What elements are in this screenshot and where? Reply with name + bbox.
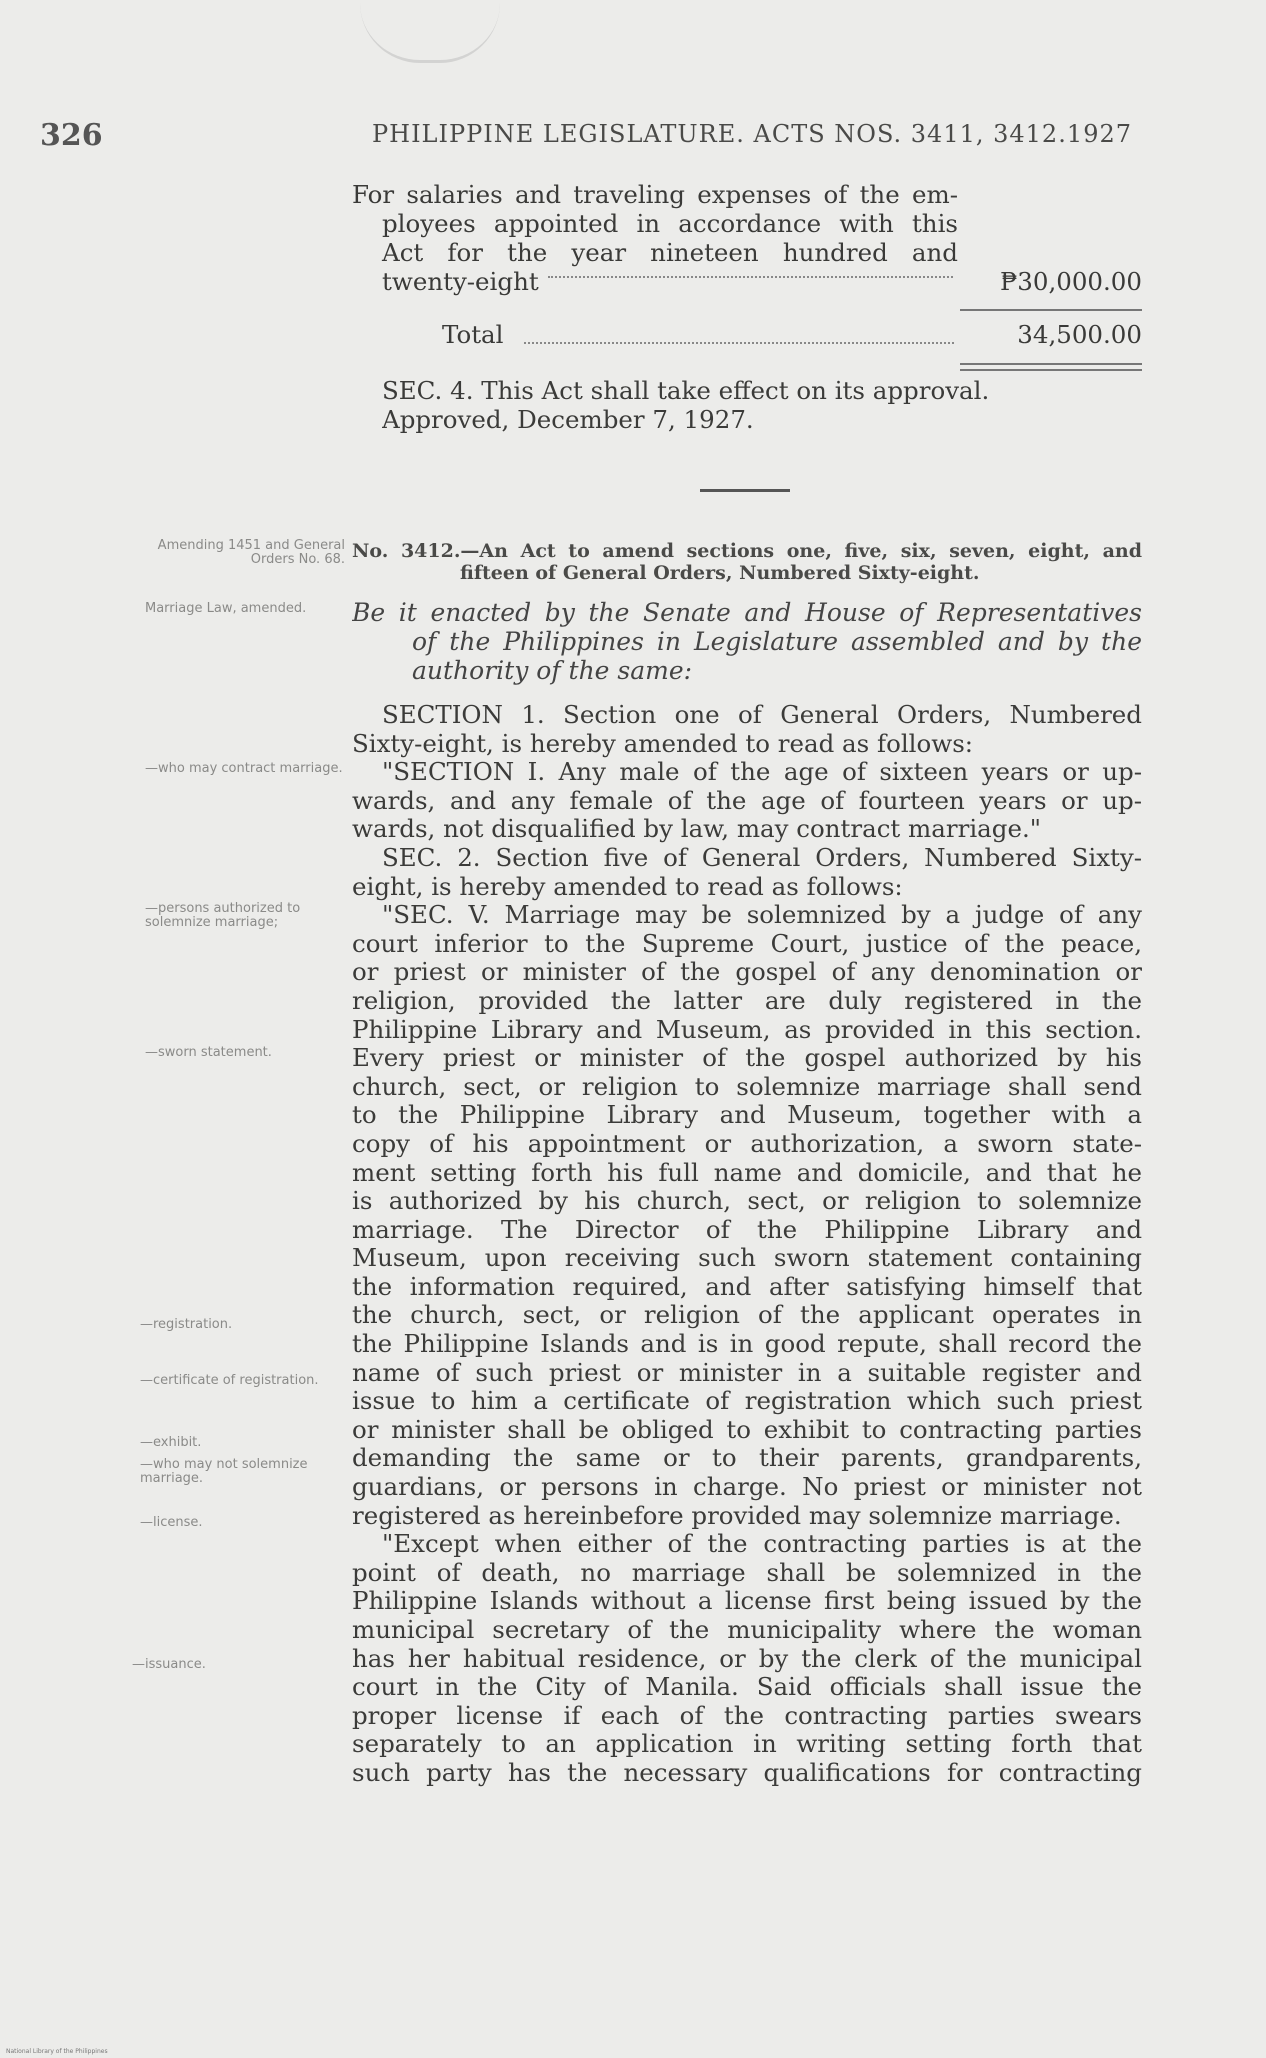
body-line: "Except when either of the contracting parties is at the	[382, 1530, 1142, 1559]
body-line: proper license if each of the contracting parties swears	[352, 1701, 1142, 1730]
total-double-rule	[960, 369, 1142, 371]
body-line: registered as hereinbefore provided may solemnize marriage.	[352, 1501, 1122, 1530]
total-label: Total	[442, 320, 504, 349]
appropriation-block	[352, 180, 1142, 349]
body-line: has her habitual residence, or by the clerk of the municipal	[352, 1644, 1142, 1673]
sec4-text: SEC. 4. This Act shall take effect on its approval.	[382, 377, 990, 405]
margin-note: —sworn statement.	[145, 1045, 272, 1060]
scan-smudge	[360, 0, 500, 63]
body-line: Every priest or minister of the gospel authorized by his	[352, 1044, 1142, 1073]
body-line: "SECTION I. Any male of the age of sixteen years or up-	[382, 758, 1142, 787]
running-header	[372, 120, 1132, 148]
body-line: Philippine Library and Museum, as provided in this section.	[352, 1015, 1142, 1044]
approp-line: For salaries and traveling expenses of the em-	[352, 180, 958, 209]
margin-note: —issuance.	[132, 1657, 206, 1672]
bill-title-line: No. 3412.—An Act to amend sections one, five, six, seven, eight, and	[352, 540, 1142, 562]
body-line: wards, not disqualified by law, may contract marriage."	[352, 815, 1042, 844]
bill-title	[352, 540, 1142, 584]
margin-note: —who may contract marriage.	[145, 761, 343, 776]
enact-line: Be it enacted by the Senate and House of Representatives	[352, 598, 1142, 627]
page-number: 326	[40, 118, 103, 153]
section-4	[382, 377, 1142, 434]
body-line: name of such priest or minister in a suitable register and	[352, 1358, 1142, 1387]
body-line: the information required, and after satisfying himself that	[352, 1272, 1142, 1301]
enact-line: of the Philippines in Legislature assembled and by the	[412, 627, 1142, 656]
body-line: ment setting forth his full name and domicile, and that he	[352, 1158, 1142, 1187]
body-line: Museum, upon receiving such sworn statement containing	[352, 1244, 1142, 1273]
separator-rule	[700, 489, 790, 492]
margin-note: —registration.	[140, 1317, 233, 1332]
margin-note: —persons authorized to solemnize marriage;	[145, 901, 301, 930]
leader-dots	[524, 342, 954, 344]
approp-amount: ₱30,000.00	[1000, 267, 1142, 296]
approved-text: Approved, December 7, 1927.	[382, 405, 754, 434]
header-year: 1927	[1066, 120, 1132, 148]
margin-note: —exhibit.	[140, 1435, 202, 1450]
body-line: SEC. 2. Section five of General Orders, Numbered Sixty-	[382, 843, 1142, 872]
approp-line: ployees appointed in accordance with this	[382, 209, 958, 238]
body-line: eight, is hereby amended to read as follows:	[352, 872, 903, 901]
enact-line: authority of the same:	[412, 656, 693, 685]
body-line: wards, and any female of the age of fourteen years or up-	[352, 786, 1142, 815]
body-line: marriage. The Director of the Philippine Library and	[352, 1215, 1142, 1244]
body-line: point of death, no marriage shall be solemnized in the	[352, 1558, 1142, 1587]
body-line: court inferior to the Supreme Court, justice of the peace,	[352, 929, 1142, 958]
margin-note: —license.	[140, 1515, 203, 1530]
body-line: demanding the same or to their parents, grandparents,	[352, 1444, 1142, 1473]
margin-note: Marriage Law, amended.	[145, 601, 307, 616]
body-line: "SEC. V. Marriage may be solemnized by a judge of any	[382, 901, 1142, 930]
running-title: PHILIPPINE LEGISLATURE. ACTS NOS. 3411, 3412.	[372, 120, 1067, 148]
approp-line: Act for the year nineteen hundred and	[382, 238, 958, 267]
enacting-clause	[352, 598, 1142, 685]
body-line: Philippine Islands without a license first being issued by the	[352, 1587, 1142, 1616]
body-line: to the Philippine Library and Museum, together with a	[352, 1101, 1142, 1130]
body-line: the Philippine Islands and is in good repute, shall record the	[352, 1330, 1142, 1359]
approp-line: twenty-eight	[382, 267, 539, 296]
body-line: the church, sect, or religion of the applicant operates in	[352, 1301, 1142, 1330]
body-line: guardians, or persons in charge. No priest or minister not	[352, 1473, 1142, 1502]
total-amount: 34,500.00	[1017, 320, 1142, 349]
total-double-rule	[960, 363, 1142, 365]
body-line: such party has the necessary qualifications for contracting	[352, 1758, 1142, 1787]
body-line: or minister shall be obliged to exhibit to contracting parties	[352, 1415, 1142, 1444]
bill-title-line: fifteen of General Orders, Numbered Sixty-eight.	[460, 562, 980, 584]
sum-rule	[960, 309, 1142, 311]
body-line: separately to an application in writing setting forth that	[352, 1730, 1142, 1759]
body-line: copy of his appointment or authorization, a sworn state-	[352, 1129, 1142, 1158]
scan-footer: National Library of the Philippines	[6, 2048, 108, 2055]
body-line: Sixty-eight, is hereby amended to read as follows:	[352, 729, 974, 758]
margin-note: —certificate of registration.	[140, 1373, 319, 1388]
body-line: religion, provided the latter are duly registered in the	[352, 986, 1142, 1015]
leader-dots	[548, 276, 953, 278]
body-line: or priest or minister of the gospel of any denomination or	[352, 958, 1142, 987]
body-line: church, sect, or religion to solemnize marriage shall send	[352, 1072, 1142, 1101]
margin-note: Amending 1451 and General Orders No. 68.	[157, 538, 345, 567]
body-line: SECTION 1. Section one of General Orders, Numbered	[382, 701, 1142, 729]
act-body-text	[352, 701, 1142, 1788]
body-line: court in the City of Manila. Said officials shall issue the	[352, 1673, 1142, 1702]
body-line: municipal secretary of the municipality where the woman	[352, 1616, 1142, 1644]
margin-note: —who may not solemnize marriage.	[140, 1457, 308, 1486]
body-line: issue to him a certificate of registration which such priest	[352, 1387, 1142, 1416]
body-line: is authorized by his church, sect, or religion to solemnize	[352, 1187, 1142, 1216]
